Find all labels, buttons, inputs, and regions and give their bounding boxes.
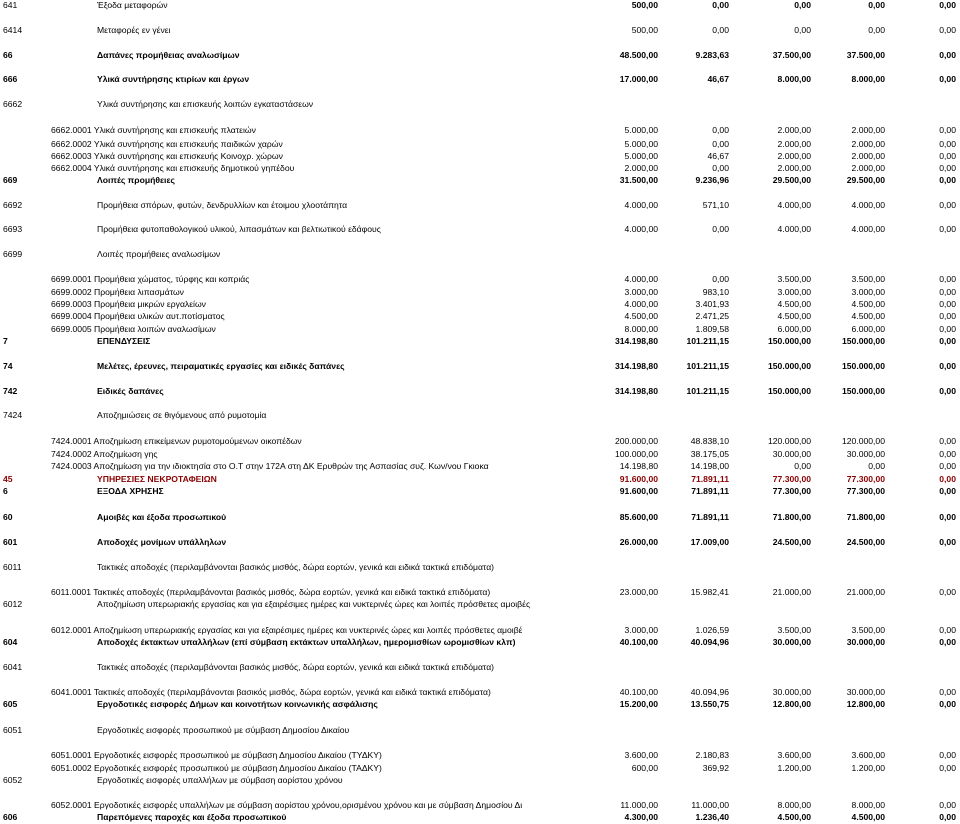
table-subrow <box>0 436 960 447</box>
account-code: 6051 <box>3 725 23 735</box>
table-subrow <box>0 800 960 811</box>
amount-col-2: 1.236,40 <box>695 812 729 822</box>
account-description: 7424.0001 Αποζημίωση επικείμενων ρυμοτομούμενων οικοπέδων <box>51 436 302 446</box>
amount-col-4: 2.000,00 <box>851 163 885 173</box>
amount-col-2: 40.094,96 <box>690 637 729 647</box>
amount-col-1: 3.000,00 <box>624 625 658 635</box>
amount-col-2: 101.211,15 <box>686 361 729 371</box>
amount-col-5: 0,00 <box>939 699 956 709</box>
account-description: Δαπάνες προμήθειας αναλωσίμων <box>97 50 240 60</box>
amount-col-5: 0,00 <box>939 200 956 210</box>
amount-col-1: 4.000,00 <box>624 299 658 309</box>
account-code: 6011 <box>3 562 22 572</box>
amount-col-2: 0,00 <box>712 25 729 35</box>
amount-col-1: 91.600,00 <box>619 486 658 496</box>
account-code: 66 <box>3 50 13 60</box>
amount-col-1: 5.000,00 <box>624 125 658 135</box>
table-row <box>0 512 960 523</box>
amount-col-1: 91.600,00 <box>619 474 658 484</box>
account-code: 6692 <box>3 200 23 210</box>
account-code: 666 <box>3 74 18 84</box>
account-code: 6 <box>3 486 8 496</box>
amount-col-5: 0,00 <box>939 151 956 161</box>
amount-col-5: 0,00 <box>939 461 956 471</box>
amount-col-2: 3.401,93 <box>695 299 729 309</box>
amount-col-2: 9.283,63 <box>695 50 729 60</box>
account-description: Αμοιβές και έξοδα προσωπικού <box>97 512 227 522</box>
amount-col-3: 120.000,00 <box>767 436 811 446</box>
amount-col-2: 38.175,05 <box>690 449 729 459</box>
amount-col-5: 0,00 <box>939 324 956 334</box>
amount-col-1: 314.198,80 <box>614 386 658 396</box>
amount-col-5: 0,00 <box>939 336 956 346</box>
amount-col-2: 71.891,11 <box>691 486 729 496</box>
table-row <box>0 99 960 110</box>
amount-col-1: 600,00 <box>631 763 658 773</box>
amount-col-2: 2.180,83 <box>695 750 729 760</box>
amount-col-3: 3.500,00 <box>777 625 811 635</box>
table-subrow <box>0 324 960 335</box>
amount-col-3: 6.000,00 <box>777 324 811 334</box>
amount-col-5: 0,00 <box>939 812 956 822</box>
amount-col-5: 0,00 <box>939 763 956 773</box>
amount-col-4: 30.000,00 <box>846 637 885 647</box>
amount-col-4: 77.300,00 <box>846 486 885 496</box>
amount-col-3: 0,00 <box>794 461 811 471</box>
amount-col-3: 21.000,00 <box>772 587 811 597</box>
account-description: 7424.0002 Αποζημίωση γης <box>51 449 158 459</box>
amount-col-1: 4.500,00 <box>624 311 658 321</box>
amount-col-3: 150.000,00 <box>767 386 811 396</box>
table-row <box>0 812 960 823</box>
account-description: Παρεπόμενες παροχές και έξοδα προσωπικού <box>97 812 287 822</box>
account-code: 641 <box>3 0 18 10</box>
account-description: Λοιπές προμήθειες αναλωσίμων <box>97 249 221 259</box>
amount-col-1: 5.000,00 <box>624 139 658 149</box>
account-description: 6051.0001 Εργοδοτικές εισφορές προσωπικού με σύμβαση Δημοσίου Δικαίου (ΤΥΔΚΥ) <box>51 750 382 760</box>
amount-col-3: 3.500,00 <box>777 274 811 284</box>
amount-col-1: 5.000,00 <box>624 151 658 161</box>
table-row <box>0 200 960 211</box>
amount-col-5: 0,00 <box>939 25 956 35</box>
amount-col-1: 3.000,00 <box>624 287 658 297</box>
account-code: 60 <box>3 512 13 522</box>
account-description: Εργοδοτικές εισφορές προσωπικού με σύμβαση Δημοσίου Δικαίου <box>97 725 350 735</box>
amount-col-2: 46,67 <box>707 151 729 161</box>
account-description: Αποδοχές μονίμων υπάλληλων <box>97 537 227 547</box>
amount-col-3: 0,00 <box>794 25 811 35</box>
amount-col-2: 0,00 <box>712 0 729 10</box>
amount-col-3: 30.000,00 <box>772 687 811 697</box>
amount-col-4: 12.800,00 <box>846 699 885 709</box>
account-description: 6662.0001 Υλικά συντήρησης και επισκευής πλατειών <box>51 125 256 135</box>
table-row <box>0 662 960 673</box>
account-description: Προμήθεια σπόρων, φυτών, δενδρυλλίων και έτοιμου χλοοτάπητα <box>97 200 348 210</box>
amount-col-5: 0,00 <box>939 587 956 597</box>
table-row <box>0 599 960 610</box>
account-description: ΕΠΕΝΔΥΣΕΙΣ <box>97 336 151 346</box>
amount-col-2: 9.236,96 <box>695 175 729 185</box>
amount-col-4: 4.500,00 <box>851 812 885 822</box>
amount-col-4: 4.500,00 <box>851 311 885 321</box>
amount-col-5: 0,00 <box>939 274 956 284</box>
table-subrow <box>0 287 960 298</box>
table-subrow <box>0 587 960 598</box>
amount-col-1: 85.600,00 <box>619 512 658 522</box>
table-row <box>0 25 960 36</box>
amount-col-3: 150.000,00 <box>767 361 811 371</box>
account-description: Προμήθεια φυτοπαθολογικού υλικού, λιπασμάτων και βελτιωτικού εδάφους <box>97 224 381 234</box>
amount-col-2: 2.471,25 <box>695 311 729 321</box>
amount-col-1: 14.198,80 <box>619 461 658 471</box>
account-description: ΥΠΗΡΕΣΙΕΣ ΝΕΚΡΟΤΑΦΕΙΩΝ <box>97 474 217 484</box>
table-row <box>0 775 960 786</box>
account-description: 6699.0001 Προμήθεια χώματος, τύρφης και κοπριάς <box>51 274 250 284</box>
account-code: 742 <box>3 386 18 396</box>
table-row <box>0 410 960 421</box>
amount-col-5: 0,00 <box>939 386 956 396</box>
amount-col-4: 120.000,00 <box>841 436 885 446</box>
amount-col-4: 29.500,00 <box>846 175 885 185</box>
amount-col-1: 17.000,00 <box>619 74 658 84</box>
amount-col-3: 30.000,00 <box>772 449 811 459</box>
amount-col-4: 2.000,00 <box>851 151 885 161</box>
table-row <box>0 562 960 573</box>
table-row <box>0 637 960 648</box>
table-row <box>0 361 960 372</box>
amount-col-1: 2.000,00 <box>624 163 658 173</box>
amount-col-4: 1.200,00 <box>851 763 885 773</box>
amount-col-3: 4.500,00 <box>777 299 811 309</box>
amount-col-4: 3.500,00 <box>851 274 885 284</box>
amount-col-5: 0,00 <box>939 687 956 697</box>
account-code: 45 <box>3 474 13 484</box>
amount-col-2: 71.891,11 <box>691 474 729 484</box>
amount-col-2: 15.982,41 <box>690 587 729 597</box>
amount-col-2: 0,00 <box>712 224 729 234</box>
amount-col-3: 4.500,00 <box>777 311 811 321</box>
amount-col-4: 0,00 <box>868 25 885 35</box>
amount-col-2: 101.211,15 <box>686 336 729 346</box>
table-subrow <box>0 311 960 322</box>
amount-col-2: 46,67 <box>707 74 729 84</box>
amount-col-4: 3.500,00 <box>851 625 885 635</box>
amount-col-1: 500,00 <box>631 0 658 10</box>
amount-col-5: 0,00 <box>939 361 956 371</box>
amount-col-1: 11.000,00 <box>620 800 658 810</box>
table-row <box>0 486 960 497</box>
amount-col-3: 30.000,00 <box>772 637 811 647</box>
account-description: 6699.0002 Προμήθεια λιπασμάτων <box>51 287 184 297</box>
amount-col-3: 71.800,00 <box>772 512 811 522</box>
amount-col-1: 4.000,00 <box>624 200 658 210</box>
amount-col-4: 2.000,00 <box>851 139 885 149</box>
amount-col-1: 15.200,00 <box>619 699 658 709</box>
amount-col-2: 0,00 <box>712 163 729 173</box>
amount-col-1: 500,00 <box>631 25 658 35</box>
account-code: 6012 <box>3 599 23 609</box>
account-description: 6051.0002 Εργοδοτικές εισφορές προσωπικού με σύμβαση Δημοσίου Δικαίου (ΤΑΔΚΥ) <box>51 763 382 773</box>
account-description: 6699.0004 Προμήθεια υλικών αυτ.ποτίσματος <box>51 311 225 321</box>
table-row <box>0 224 960 235</box>
amount-col-3: 12.800,00 <box>772 699 811 709</box>
table-subrow <box>0 299 960 310</box>
amount-col-1: 4.300,00 <box>624 812 658 822</box>
table-row <box>0 537 960 548</box>
account-description: Εργοδοτικές εισφορές Δήμων και κοινοτήτων κοινωνικής ασφάλισης <box>97 699 378 709</box>
account-description: Εργοδοτικές εισφορές υπαλλήλων με σύμβαση αορίστου χρόνου <box>97 775 343 785</box>
amount-col-2: 48.838,10 <box>690 436 729 446</box>
account-description: 6012.0001 Αποζημίωση υπερωριακής εργασίας και για εξαιρέσιμες ημέρες και νυκτερινές ώρες και λοιπές πρόσθετες αμοιβέ <box>51 625 523 635</box>
amount-col-2: 13.550,75 <box>690 699 729 709</box>
amount-col-4: 30.000,00 <box>846 687 885 697</box>
amount-col-4: 71.800,00 <box>846 512 885 522</box>
amount-col-4: 37.500,00 <box>846 50 885 60</box>
account-description: Αποζημιώσεις σε θιγόμενους από ρυμοτομία <box>97 410 267 420</box>
table-subrow <box>0 750 960 761</box>
account-description: 6662.0002 Υλικά συντήρησης και επισκευής παιδικών χαρών <box>51 139 283 149</box>
account-code: 6699 <box>3 249 23 259</box>
amount-col-2: 1.809,58 <box>695 324 729 334</box>
account-description: 7424.0003 Αποζημίωση για την ιδιοκτησία στο Ο.Τ στην 172Α στη ΔΚ Ερυθρών της Ασπασίας συζ. Κων/νου Γκιοκα <box>51 461 489 471</box>
amount-col-1: 40.100,00 <box>619 687 658 697</box>
amount-col-2: 17.009,00 <box>690 537 729 547</box>
account-description: Υλικά συντήρησης και επισκευής λοιπών εγκαταστάσεων <box>97 99 314 109</box>
account-code: 604 <box>3 637 18 647</box>
amount-col-5: 0,00 <box>939 50 956 60</box>
amount-col-5: 0,00 <box>939 163 956 173</box>
amount-col-2: 571,10 <box>702 200 729 210</box>
amount-col-5: 0,00 <box>939 311 956 321</box>
amount-col-4: 150.000,00 <box>841 386 885 396</box>
amount-col-3: 0,00 <box>794 0 811 10</box>
amount-col-1: 100.000,00 <box>614 449 658 459</box>
account-description: Αποδοχές έκτακτων υπαλλήλων (επί σύμβαση εκτάκτων υπαλλήλων, ημερομισθίων ωρομισθίων κλπ) <box>97 637 516 647</box>
amount-col-5: 0,00 <box>939 0 956 10</box>
amount-col-3: 4.000,00 <box>777 224 811 234</box>
table-row <box>0 725 960 736</box>
amount-col-2: 369,92 <box>702 763 729 773</box>
amount-col-1: 40.100,00 <box>619 637 658 647</box>
amount-col-3: 3.600,00 <box>777 750 811 760</box>
amount-col-3: 8.000,00 <box>777 74 811 84</box>
amount-col-2: 1.026,59 <box>695 625 729 635</box>
amount-col-5: 0,00 <box>939 800 956 810</box>
amount-col-3: 4.500,00 <box>777 812 811 822</box>
amount-col-5: 0,00 <box>939 750 956 760</box>
account-code: 601 <box>3 537 18 547</box>
amount-col-2: 0,00 <box>712 125 729 135</box>
amount-col-4: 8.000,00 <box>851 800 885 810</box>
account-description: 6011.0001 Τακτικές αποδοχές (περιλαμβάνονται βασικός μισθός, δώρα εορτών, γενικά και ειδικά τακτικά επιδόματα) <box>51 587 491 597</box>
amount-col-5: 0,00 <box>939 175 956 185</box>
amount-col-2: 14.198,00 <box>690 461 729 471</box>
account-description: Τακτικές αποδοχές (περιλαμβάνονται βασικός μισθός, δώρα εορτών, γενικά και ειδικά τακτικά επιδόματα) <box>97 562 495 572</box>
table-subrow <box>0 763 960 774</box>
amount-col-4: 21.000,00 <box>846 587 885 597</box>
table-row <box>0 474 960 485</box>
amount-col-1: 4.000,00 <box>624 224 658 234</box>
account-description: 6041.0001 Τακτικές αποδοχές (περιλαμβάνονται βασικός μισθός, δώρα εορτών, γενικά και ειδικά τακτικά επιδόματα) <box>51 687 491 697</box>
amount-col-4: 4.000,00 <box>851 224 885 234</box>
amount-col-1: 31.500,00 <box>619 175 658 185</box>
account-description: ΕΞΟΔΑ ΧΡΗΣΗΣ <box>97 486 164 496</box>
amount-col-5: 0,00 <box>939 299 956 309</box>
table-subrow <box>0 163 960 174</box>
table-subrow <box>0 449 960 460</box>
amount-col-5: 0,00 <box>939 125 956 135</box>
amount-col-5: 0,00 <box>939 436 956 446</box>
amount-col-4: 8.000,00 <box>851 74 885 84</box>
amount-col-4: 150.000,00 <box>841 361 885 371</box>
amount-col-5: 0,00 <box>939 486 956 496</box>
amount-col-4: 3.600,00 <box>851 750 885 760</box>
table-subrow <box>0 274 960 285</box>
amount-col-3: 2.000,00 <box>777 125 811 135</box>
amount-col-1: 23.000,00 <box>619 587 658 597</box>
amount-col-3: 37.500,00 <box>772 50 811 60</box>
amount-col-3: 2.000,00 <box>777 163 811 173</box>
table-row <box>0 699 960 710</box>
account-code: 606 <box>3 812 18 822</box>
account-description: Λοιπές προμήθειες <box>97 175 175 185</box>
amount-col-1: 4.000,00 <box>624 274 658 284</box>
amount-col-2: 983,10 <box>702 287 729 297</box>
account-code: 6041 <box>3 662 23 672</box>
amount-col-1: 3.600,00 <box>624 750 658 760</box>
account-code: 6662 <box>3 99 23 109</box>
amount-col-4: 0,00 <box>868 0 885 10</box>
table-row <box>0 336 960 347</box>
amount-col-1: 314.198,80 <box>614 336 658 346</box>
amount-col-3: 3.000,00 <box>777 287 811 297</box>
amount-col-2: 11.000,00 <box>691 800 729 810</box>
account-description: Ειδικές δαπάνες <box>97 386 164 396</box>
table-row <box>0 175 960 186</box>
account-description: 6662.0004 Υλικά συντήρησης και επισκευής δημοτικού γηπέδου <box>51 163 295 173</box>
amount-col-3: 24.500,00 <box>772 537 811 547</box>
amount-col-5: 0,00 <box>939 537 956 547</box>
table-subrow <box>0 139 960 150</box>
amount-col-4: 4.500,00 <box>851 299 885 309</box>
table-subrow <box>0 125 960 136</box>
amount-col-2: 40.094,96 <box>690 687 729 697</box>
table-subrow <box>0 151 960 162</box>
amount-col-3: 8.000,00 <box>777 800 811 810</box>
amount-col-3: 150.000,00 <box>767 336 811 346</box>
amount-col-4: 0,00 <box>868 461 885 471</box>
account-code: 6414 <box>3 25 23 35</box>
amount-col-4: 30.000,00 <box>846 449 885 459</box>
amount-col-1: 8.000,00 <box>624 324 658 334</box>
account-code: 669 <box>3 175 18 185</box>
amount-col-3: 77.300,00 <box>772 474 811 484</box>
amount-col-4: 2.000,00 <box>851 125 885 135</box>
amount-col-5: 0,00 <box>939 474 956 484</box>
table-row <box>0 249 960 260</box>
account-description: Μεταφορές εν γένει <box>97 25 171 35</box>
amount-col-4: 150.000,00 <box>841 336 885 346</box>
amount-col-2: 0,00 <box>712 274 729 284</box>
amount-col-3: 2.000,00 <box>777 139 811 149</box>
account-description: 6662.0003 Υλικά συντήρησης και επισκευής Κοινοχρ. χώρων <box>51 151 283 161</box>
account-code: 7 <box>3 336 8 346</box>
account-description: Υλικά συντήρησης κτιρίων και έργων <box>97 74 250 84</box>
amount-col-3: 2.000,00 <box>777 151 811 161</box>
amount-col-3: 77.300,00 <box>772 486 811 496</box>
account-description: 6699.0003 Προμήθεια μικρών εργαλείων <box>51 299 206 309</box>
amount-col-3: 1.200,00 <box>777 763 811 773</box>
table-subrow <box>0 625 960 636</box>
table-subrow <box>0 461 960 472</box>
account-description: 6052.0001 Εργοδοτικές εισφορές υπαλλήλων με σύμβαση αορίστου χρόνου,ορισμένου χρόνου και με σύμβαση Δημοσίου Δι <box>51 800 523 810</box>
amount-col-4: 4.000,00 <box>851 200 885 210</box>
table-row <box>0 50 960 61</box>
account-description: Τακτικές αποδοχές (περιλαμβάνονται βασικός μισθός, δώρα εορτών, γενικά και ειδικά τακτικά επιδόματα) <box>97 662 495 672</box>
amount-col-5: 0,00 <box>939 287 956 297</box>
amount-col-4: 6.000,00 <box>851 324 885 334</box>
amount-col-1: 48.500,00 <box>619 50 658 60</box>
amount-col-5: 0,00 <box>939 637 956 647</box>
account-code: 74 <box>3 361 13 371</box>
table-row <box>0 74 960 85</box>
account-description: Έξοδα μεταφορών <box>97 0 168 10</box>
amount-col-2: 101.211,15 <box>686 386 729 396</box>
account-description: 6699.0005 Προμήθεια λοιπών αναλωσίμων <box>51 324 216 334</box>
amount-col-5: 0,00 <box>939 625 956 635</box>
amount-col-4: 24.500,00 <box>846 537 885 547</box>
amount-col-5: 0,00 <box>939 224 956 234</box>
amount-col-4: 77.300,00 <box>846 474 885 484</box>
amount-col-5: 0,00 <box>939 139 956 149</box>
amount-col-1: 200.000,00 <box>614 436 658 446</box>
amount-col-4: 3.000,00 <box>851 287 885 297</box>
amount-col-2: 0,00 <box>712 139 729 149</box>
amount-col-5: 0,00 <box>939 449 956 459</box>
table-row <box>0 0 960 11</box>
account-code: 6052 <box>3 775 23 785</box>
amount-col-3: 4.000,00 <box>777 200 811 210</box>
amount-col-5: 0,00 <box>939 74 956 84</box>
table-row <box>0 386 960 397</box>
account-description: Αποζημίωση υπερωριακής εργασίας και για εξαιρέσιμες ημέρες και νυκτερινές ώρες και λοιπές πρόσθετες αμοιβές <box>97 599 531 609</box>
amount-col-2: 71.891,11 <box>691 512 729 522</box>
account-code: 7424 <box>3 410 23 420</box>
account-code: 605 <box>3 699 18 709</box>
account-description: Μελέτες, έρευνες, πειραματικές εργασίες και ειδικές δαπάνες <box>97 361 345 371</box>
amount-col-3: 29.500,00 <box>772 175 811 185</box>
amount-col-1: 314.198,80 <box>614 361 658 371</box>
amount-col-5: 0,00 <box>939 512 956 522</box>
amount-col-1: 26.000,00 <box>619 537 658 547</box>
account-code: 6693 <box>3 224 23 234</box>
table-subrow <box>0 687 960 698</box>
